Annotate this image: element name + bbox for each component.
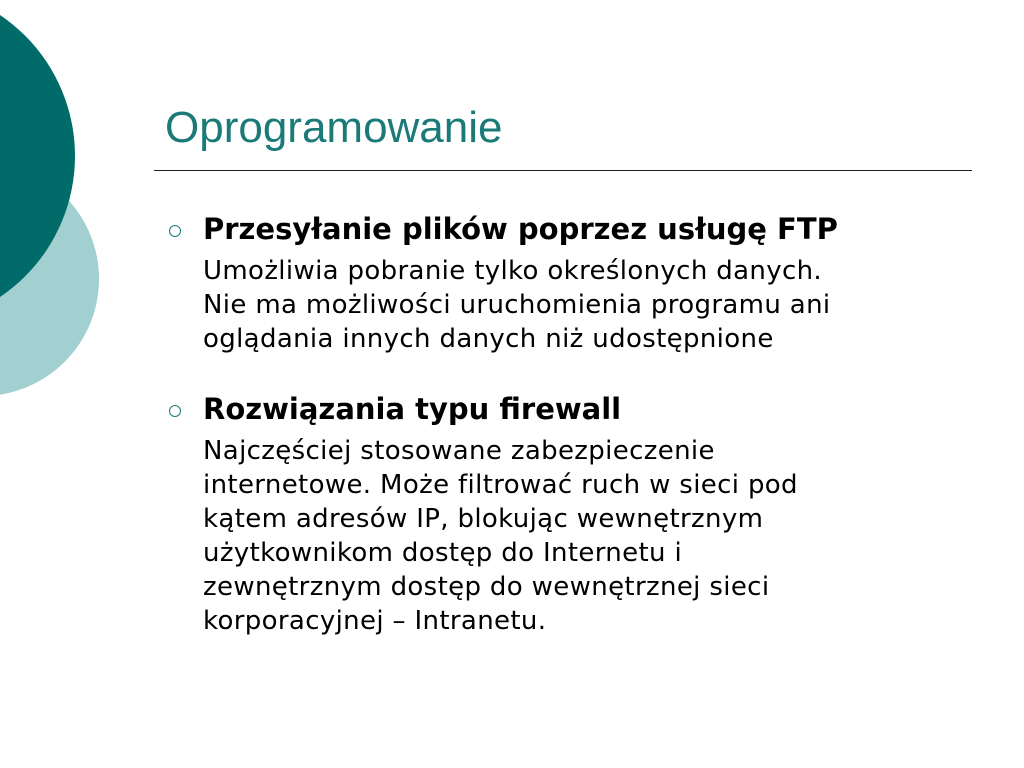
body-line: kątem adresów IP, blokując wewnętrznym xyxy=(203,504,764,534)
bullet-item-ftp xyxy=(165,208,965,356)
slide-title: Oprogramowanie xyxy=(165,103,503,152)
bullet-item-firewall xyxy=(165,388,965,638)
bullet-heading: Rozwiązania typu firewall xyxy=(203,392,622,426)
body-line: korporacyjnej – Intranetu. xyxy=(203,606,547,636)
body-line: Najczęściej stosowane zabezpieczenie xyxy=(203,436,715,466)
bullet-heading: Przesyłanie plików poprzez usługę FTP xyxy=(203,212,838,246)
slide-content xyxy=(165,208,965,638)
body-line: Umożliwia pobranie tylko określonych danych. xyxy=(203,256,823,286)
title-divider xyxy=(154,170,972,171)
bullet-body xyxy=(203,434,965,638)
body-line: użytkownikom dostęp do Internetu i xyxy=(203,538,683,568)
bullet-body xyxy=(203,254,965,356)
body-line: oglądania innych danych niż udostępnione xyxy=(203,324,774,354)
body-line: Nie ma możliwości uruchomienia programu ani xyxy=(203,290,831,320)
body-line: internetowe. Może filtrować ruch w sieci pod xyxy=(203,470,798,500)
bullet-circle-icon xyxy=(169,405,181,417)
bullet-circle-icon xyxy=(169,225,181,237)
body-line: zewnętrznym dostęp do wewnętrznej sieci xyxy=(203,572,770,602)
